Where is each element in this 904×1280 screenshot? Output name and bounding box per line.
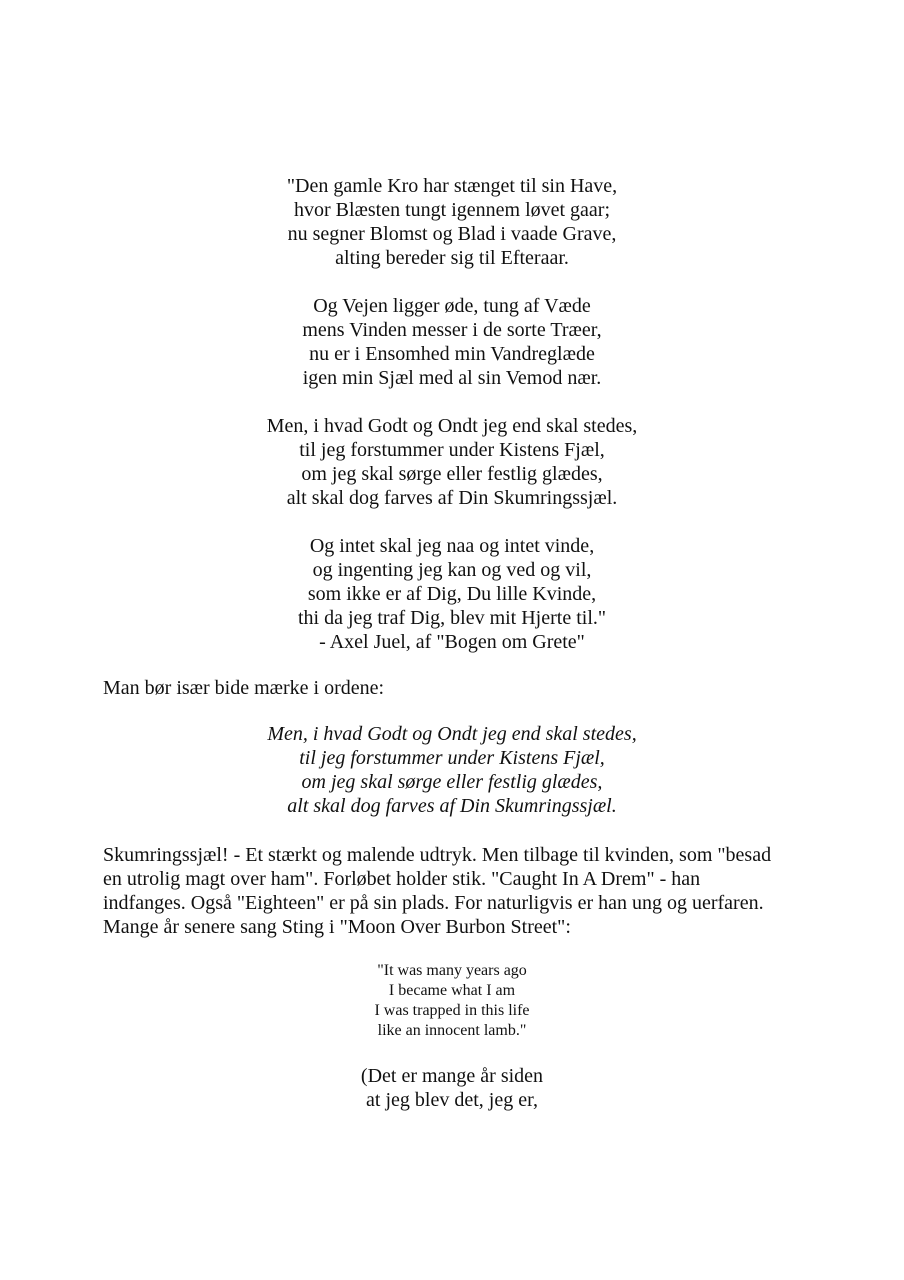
- poem-line: om jeg skal sørge eller festlig glædes,: [301, 463, 603, 485]
- poem-line: igen min Sjæl med al sin Vemod nær.: [302, 367, 602, 389]
- paragraph-line: Mange år senere sang Sting i "Moon Over Burbon Street":: [103, 916, 571, 938]
- poem-attribution: - Axel Juel, af "Bogen om Grete": [319, 631, 585, 653]
- poem-line: og ingenting jeg kan og ved og vil,: [312, 559, 592, 581]
- song-line: "It was many years ago: [377, 962, 527, 979]
- poem-stanza: [0, 174, 904, 270]
- poem-line: "Den gamle Kro har stænget til sin Have,: [286, 175, 618, 197]
- poem-line: nu segner Blomst og Blad i vaade Grave,: [287, 223, 617, 245]
- quote-line: til jeg forstummer under Kistens Fjæl,: [299, 747, 605, 769]
- poem-line: til jeg forstummer under Kistens Fjæl,: [299, 439, 605, 461]
- paragraph-line: en utrolig magt over ham". Forløbet holder stik. "Caught In A Drem" - han: [103, 868, 701, 890]
- poem-line: Og intet skal jeg naa og intet vinde,: [309, 535, 595, 557]
- poem-line: nu er i Ensomhed min Vandreglæde: [309, 343, 595, 365]
- poem-line: hvor Blæsten tungt igennem løvet gaar;: [293, 199, 611, 221]
- quote-line: alt skal dog farves af Din Skumringssjæl.: [287, 795, 617, 817]
- paragraph-line: Skumringssjæl! - Et stærkt og malende udtryk. Men tilbage til kvinden, som "besad: [103, 844, 772, 866]
- poem-line: Og Vejen ligger øde, tung af Væde: [313, 295, 591, 317]
- intro-line: Man bør især bide mærke i ordene:: [103, 677, 385, 699]
- translation-verse: [0, 1064, 904, 1112]
- poem-stanza: [0, 414, 904, 510]
- poem-stanza: [0, 294, 904, 390]
- poem-line: som ikke er af Dig, Du lille Kvinde,: [307, 583, 597, 605]
- song-quote: [0, 961, 904, 1041]
- italic-quote: [0, 722, 904, 818]
- song-line: like an innocent lamb.": [377, 1022, 527, 1039]
- translation-line: at jeg blev det, jeg er,: [366, 1089, 538, 1111]
- poem-line: Men, i hvad Godt og Ondt jeg end skal stedes,: [266, 415, 638, 437]
- poem-line: thi da jeg traf Dig, blev mit Hjerte til.": [297, 607, 607, 629]
- song-line: I was trapped in this life: [374, 1002, 530, 1019]
- song-line: I became what I am: [388, 982, 516, 999]
- translation-line: (Det er mange år siden: [360, 1065, 544, 1087]
- quote-line: Men, i hvad Godt og Ondt jeg end skal stedes,: [267, 723, 637, 745]
- paragraph-line: indfanges. Også "Eighteen" er på sin plads. For naturligvis er han ung og uerfaren.: [103, 892, 764, 914]
- poem-line: alting bereder sig til Efteraar.: [335, 247, 569, 269]
- poem-line: mens Vinden messer i de sorte Træer,: [302, 319, 602, 341]
- poem-line: alt skal dog farves af Din Skumringssjæl.: [286, 487, 618, 509]
- body-paragraph: [103, 843, 823, 939]
- quote-line: om jeg skal sørge eller festlig glædes,: [301, 771, 603, 793]
- poem-stanza: [0, 534, 904, 654]
